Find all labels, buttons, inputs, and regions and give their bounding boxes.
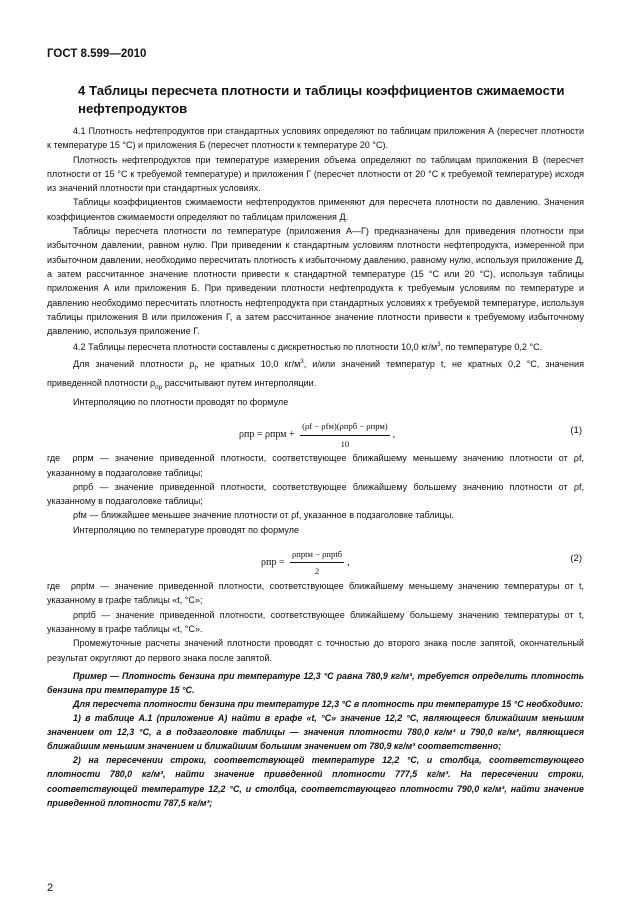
formula-numerator: ρпрtм − ρпрtб: [290, 547, 344, 563]
paragraph: 4.1 Плотность нефтепродуктов при стандартных условиях определяют по таблицам приложения А (пересчет плотности к температуре 15 °С) и приложения Б (пересчет плотности к температуре 20 °С).: [47, 126, 584, 151]
example-paragraph: 2) на пересечении строки, соответствующей температуре 12,2 °С, и столбца, соответствующего плотности 780,0 кг/м³, найти значение приведенной плотности 777,5 кг/м³. На пересечении строки, соответствующей температуре 12,2 °С, и столбца, соответствующего плотности 790,0 кг/м³, найти значение приведенной плотности 787,5 кг/м³;: [47, 755, 584, 808]
formula-fraction: [290, 547, 344, 579]
formula-lhs: ρпр = ρпрм +: [239, 429, 295, 441]
formula-1: ρпр = ρпрм + $\frac{\text{(ρf − ρfм)(ρпрб − ρпрм)}}{10}$ , (1): [47, 413, 584, 449]
formula-lhs: ρпр =: [261, 557, 285, 569]
example-paragraph: Пример — Плотность бензина при температуре 12,3 °С равна 780,9 кг/м³, требуется определить плотность бензина при температуре 15 °С.: [47, 670, 584, 695]
example-block: [47, 669, 584, 810]
page-number: 2: [47, 882, 54, 894]
paragraph: Интерполяцию по плотности проводят по формуле: [73, 396, 289, 407]
paragraph: Промежуточные расчеты значений плотности проводят с точностью до второго знака после запятой, окончательный результат округляют до первого знака после запятой.: [47, 638, 584, 663]
formula-denominator: 2: [314, 566, 320, 577]
body-text: [47, 124, 584, 810]
formula-number: (1): [570, 425, 582, 437]
definition: ρfм — ближайшее меньшее значение плотности от ρf, указанное в подзаголовке таблицы.: [73, 510, 454, 521]
definition: ρпрб — значение приведенной плотности, соответствующее ближайшему большему значению плотности от ρf, указанному в подзаголовке таблицы;: [47, 481, 584, 507]
section-title: 4 Таблицы пересчета плотности и таблицы коэффициентов сжимаемости нефтепродуктов: [78, 83, 565, 116]
standard-header: ГОСТ 8.599—2010: [47, 48, 147, 60]
paragraph: 4.2 Таблицы пересчета плотности составлены с дискретностью по плотности 10,0 $кг/м^3$, по температуре 0,2 °С.: [73, 342, 543, 353]
formula-2: ρпр = $\frac{\text{ρпрtм − ρпрtб}}{2}$ , (2): [47, 541, 584, 577]
definition: где ρпрtм — значение приведенной плотности, соответствующее ближайшему меньшему значению температуры от t, указанному в графе таблицы «t, °С»;: [47, 581, 585, 606]
paragraph: Интерполяцию по температуре проводят по формуле: [73, 524, 300, 535]
definition: где ρпрм — значение приведенной плотности, соответствующее ближайшему меньшему значению плотности от ρf, указанному в подзаголовке таблицы;: [47, 453, 584, 478]
example-paragraph: Для пересчета плотности бензина при температуре 12,3 °С в плотность при температуре 15 °С необходимо:: [73, 699, 584, 710]
example-paragraph: 1) в таблице А.1 (приложение А) найти в графе «t, °С» значение 12,2 °С, являющееся ближайшим меньшим значением от 12,3 °С, а в подзаголовке таблицы — значения плотности 780,0 кг/м³ и 790,0 кг/м³, являющиеся ближайшим меньшим значением и ближайшим большим значением от 780,9 кг/м³ соответственно;: [47, 713, 584, 752]
paragraph: Плотность нефтепродуктов при температуре измерения объема определяют по таблицам приложения В (пересчет плотности от 15 °С к требуемой температуре) и приложения Г (пересчет плотности от 20 °С к требуемой температуре) исходя из значений плотности при стандартных условиях.: [47, 154, 584, 194]
formula-numerator: (ρf − ρfм)(ρпрб − ρпрм): [300, 419, 390, 435]
formula-number: (2): [570, 553, 582, 565]
paragraph: Таблицы коэффициентов сжимаемости нефтепродуктов применяют для пересчета плотности по давлению. Значения коэффициентов сжимаемости определяют по таблицам приложения Д.: [47, 197, 584, 222]
definition: ρпрtб — значение приведенной плотности, соответствующее ближайшему большему значению температуры от t, указанному в графе таблицы «t, °С».: [47, 609, 584, 634]
formula-denominator: 10: [340, 438, 350, 449]
formula-fraction: [300, 419, 390, 451]
paragraph: Для значений плотности $\rho_f$, не кратных 10,0 $кг/м^3$, и/или значений температур t, не кратных 0,2 °С, значения приведенной плотности $\rho_{пр}$ рассчитывают путем интерполяции.: [47, 358, 584, 391]
paragraph: Таблицы пересчета плотности по температуре (приложения А—Г) предназначены для приведения плотности при избыточном давлении, равном нулю. При приведении к стандартным условиям плотности нефтепродукта, измеренной при избыточном давлении, необходимо пересчитать плотность к избыточному давлению, равному нулю, используя приложение Д, а затем рассчитанное значение плотности привести к стандартной температуре (15 °С или 20 °С), используя таблицы приложения А или приложения Б. При приведении плотности нефтепродукта к требуемым условиям по температуре и давлению необходимо пересчитать плотность нефтепродукта при стандартных условиях к требуемой температуре, используя таблицы приложения В или приложения Г, а затем рассчитанное значение плотности привести к требуемому избыточному давлению, используя приложение Г.: [47, 226, 584, 337]
